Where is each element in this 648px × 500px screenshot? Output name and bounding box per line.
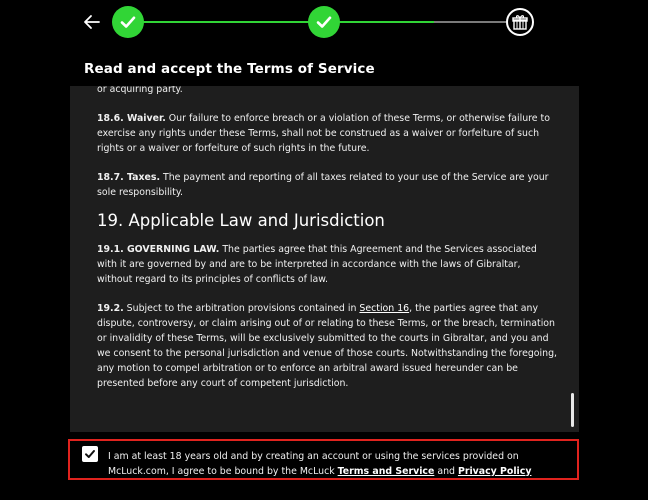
consent-box xyxy=(68,439,579,480)
section-label: 18.7. Taxes. xyxy=(97,172,161,183)
section-label: 19.1. GOVERNING LAW. xyxy=(97,244,220,255)
section-label: 18.6. Waiver. xyxy=(97,113,166,124)
section-text: Subject to the arbitration provisions contained in xyxy=(123,303,360,314)
checkmark-icon xyxy=(84,448,96,460)
progress-stepper xyxy=(0,0,648,44)
section-label: 19.2. xyxy=(97,303,124,314)
consent-label: I am at least 18 years old and by creating an account or using the services provided on McLuck.com, I agree to be bound by the McLuck xyxy=(108,451,519,477)
terms-of-service-link[interactable]: Terms and Service xyxy=(337,465,435,477)
back-button[interactable] xyxy=(82,12,102,32)
progress-line-complete-2 xyxy=(338,21,434,23)
terms-section-18-7 xyxy=(97,170,557,200)
terms-section-18-6 xyxy=(97,111,557,156)
section-16-link[interactable]: Section 16 xyxy=(359,303,410,314)
terms-heading-19: 19. Applicable Law and Jurisdiction xyxy=(97,211,385,230)
privacy-policy-link[interactable]: Privacy Policy xyxy=(457,465,532,477)
arrow-left-icon xyxy=(82,12,102,32)
page-title: Read and accept the Terms of Service xyxy=(84,61,375,77)
terms-section-19-1 xyxy=(97,242,557,287)
terms-scroll-panel[interactable] xyxy=(70,86,579,432)
checkmark-icon xyxy=(119,13,137,31)
age-consent-checkbox[interactable] xyxy=(82,446,98,462)
step-3-reward xyxy=(506,8,534,36)
section-text: , the parties agree that any dispute, controversy, or claim arising out of or relating to these Terms, or the breach, termination or invalidity of these Terms, will be exclusively submitted to the courts in Gibraltar, and you and we consent to the personal jurisdiction and venue of those courts. Notwithstanding the foregoing, any motion to compel arbitration or to enforce an arbitral award issued hereunder can be presented before any court of competent jurisdiction. xyxy=(97,303,558,389)
progress-line-pending xyxy=(434,21,506,23)
section-text: Our failure to enforce breach or a violation of these Terms, or otherwise failure to exercise any rights under these Terms, shall not be construed as a waiver or forfeiture of such rights or a waiver or forfeiture of such rights in the future. xyxy=(97,113,550,154)
consent-text xyxy=(108,450,574,479)
step-2-complete xyxy=(308,6,340,38)
progress-line-complete-1 xyxy=(143,21,309,23)
terms-fragment: or acquiring party. xyxy=(97,86,183,95)
section-text: The parties agree that this Agreement and the Services associated with it are governed by and are to be interpreted in accordance with the laws of Gibraltar, without regard to its principles of conflicts of law. xyxy=(97,244,537,285)
gift-icon xyxy=(511,13,529,31)
section-text: The payment and reporting of all taxes related to your use of the Service are your sole responsibility. xyxy=(97,172,549,198)
terms-section-19-2 xyxy=(97,301,557,391)
checkmark-icon xyxy=(315,13,333,31)
terms-scrollbar-thumb[interactable] xyxy=(571,393,574,427)
consent-and: and xyxy=(434,465,458,477)
step-1-complete xyxy=(112,6,144,38)
